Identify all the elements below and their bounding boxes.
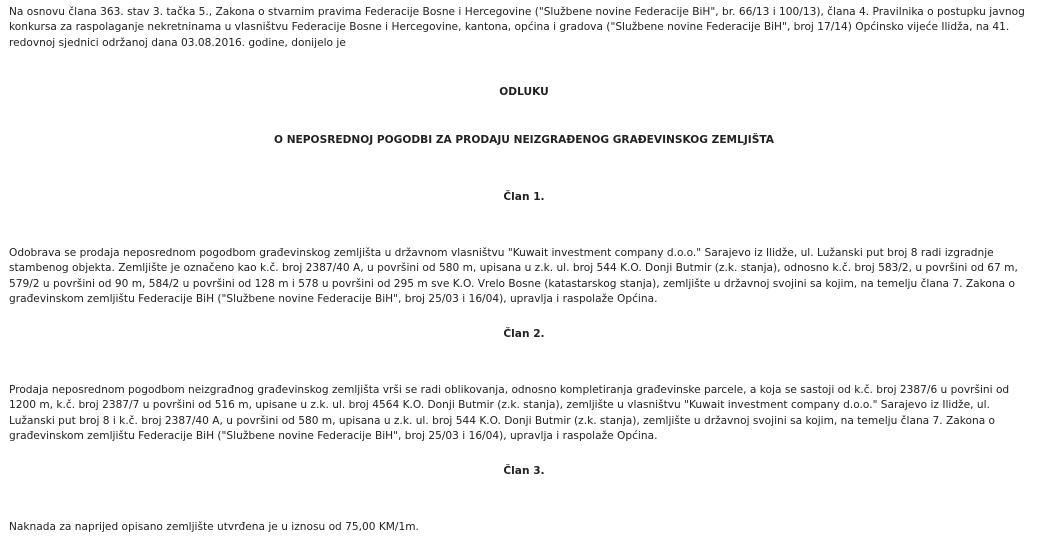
document-title: ODLUKU xyxy=(499,86,549,98)
preamble-paragraph: Na osnovu člana 363. stav 3. tačka 5., Zakona o stvarnim pravima Federacije Bosne i Hercegovine ("Službene novine Federacije BiH", br. 66/13 i 100/13), člana 4. Pravilnika o postupku javnog konkursa za raspolaganje nekretninama u vlasništvu Federacije Bosne i Hercegovine, kantona, općina i gradova ("Službene novine Federacije BiH", broj 17/14) Općinsko vijeće Ilidža, na 41. redovnoj sjednici održanoj dana 03.08.2016. godine, donijelo je xyxy=(9,6,1025,49)
article-1-heading: Član 1. xyxy=(503,191,545,203)
document-subtitle: O NEPOSREDNOJ POGODBI ZA PRODAJU NEIZGRAĐENOG GRAĐEVINSKOG ZEMLJIŠTA xyxy=(274,134,774,146)
article-2-text: Prodaja neposrednom pogodbom neizgrađnog građevinskog zemljišta vrši se radi oblikovanja, odnosno kompletiranja građevinske parcele, a koja se sastoji od k.č. broj 2387/6 u površini od 1200 m, k.č. broj 2387/7 u površini od 516 m, upisane u z.k. ul. broj 4564 K.O. Donji Butmir (z.k. stanja), zemljište u vlasništvu "Kuwait investment company d.o.o." Sarajevo iz Ilidže, ul. Lužanski put broj 8 i k.č. broj 2387/40 A, u površini od 580 m, upisana u z.k. ul. broj 544 K.O. Donji Butmir (z.k. stanja), zemljište u državnoj svojini sa kojim, na temelju člana 7. Zakona o građevinskom zemljištu Federacije BiH ("Službene novine Federacije BiH", broj 25/03 i 16/04), upravlja i raspolaže Općina. xyxy=(9,384,1010,442)
article-1-text: Odobrava se prodaja neposrednom pogodbom građevinskog zemljišta u državnom vlasništvu "Kuwait investment company d.o.o." Sarajevo iz Ilidže, ul. Lužanski put broj 8 radi izgradnje stambenog objekta. Zemljište je označeno kao k.č. broj 2387/40 A, u površini od 580 m, upisana u z.k. ul. broj 544 K.O. Donji Butmir (z.k. stanja), odnosno k.č. broj 583/2, u površini od 67 m, 579/2 u površini od 90 m, 584/2 u površini od 128 m i 578 u površini od 295 m sve K.O. Vrelo Bosne (katastarskog stanja), zemljište u državnoj svojini sa kojim, na temelju člana 7. Zakona o građevinskom zemljištu Federacije BiH ("Službene novine Federacije BiH", broj 25/03 i 16/04), upravlja i raspolaže Općina. xyxy=(9,247,1018,305)
article-3-text: Naknada za naprijed opisano zemljište utvrđena je u iznosu od 75,00 KM/1m. xyxy=(9,521,419,533)
article-2-heading: Član 2. xyxy=(503,328,545,340)
article-3-heading: Član 3. xyxy=(503,465,545,477)
